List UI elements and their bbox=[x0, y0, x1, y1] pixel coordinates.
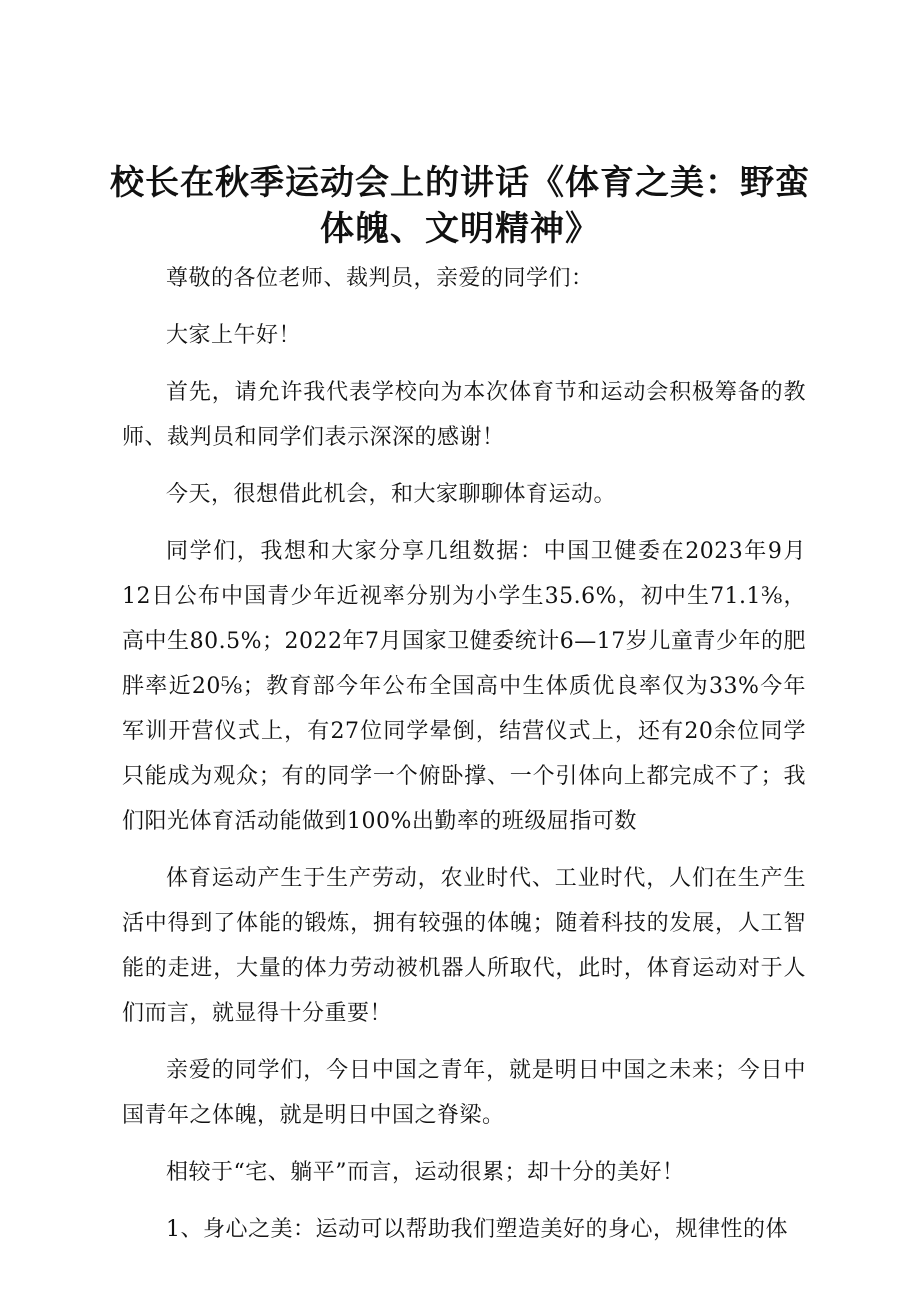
paragraph-good-morning: 大家上午好！ bbox=[166, 323, 302, 348]
paragraph-statistics: 同学们，我想和大家分享几组数据：中国卫健委在2023年9月12日公布中国青少年近视率分别为小学生35.6%，初中生71.1⅜，高中生80.5%；2022年7月国家卫健委统计6—17岁儿童青少年的肥胖率近20⅝；教育部今年公布全国高中生体质优良率仅为33%今年军训开营仪式上，有27位同学晕倒，结营仪式上，还有20余位同学只能成为观众；有的同学一个俯卧撑、一个引体向上都完成不了；我们阳光体育活动能做到100%出勤率的班级屈指可数 bbox=[122, 539, 806, 834]
paragraph-greeting: 尊敬的各位老师、裁判员，亲爱的同学们： bbox=[166, 266, 594, 291]
paragraph-thanks: 首先，请允许我代表学校向为本次体育节和运动会积极筹备的教师、裁判员和同学们表示深深的感谢！ bbox=[122, 380, 806, 450]
document-title: 校长在秋季运动会上的讲话《体育之美：野蛮体魄、文明精神》 bbox=[110, 163, 810, 249]
paragraph-youth: 亲爱的同学们，今日中国之青年，就是明日中国之未来；今日中国青年之体魄，就是明日中国之脊梁。 bbox=[122, 1058, 806, 1128]
paragraph-point-one: 1、身心之美：运动可以帮助我们塑造美好的身心，规律性的体 bbox=[166, 1217, 788, 1242]
paragraph-comparison: 相较于“宅、躺平”而言，运动很累；却十分的美好！ bbox=[166, 1160, 685, 1185]
document-body bbox=[122, 256, 806, 1264]
paragraph-origin-of-sport: 体育运动产生于生产劳动，农业时代、工业时代，人们在生产生活中得到了体能的锻炼，拥有较强的体魄；随着科技的发展，人工智能的走进，大量的体力劳动被机器人所取代，此时，体育运动对于人们而言，就显得十分重要！ bbox=[122, 866, 806, 1026]
paragraph-topic: 今天，很想借此机会，和大家聊聊体育运动。 bbox=[166, 482, 617, 507]
